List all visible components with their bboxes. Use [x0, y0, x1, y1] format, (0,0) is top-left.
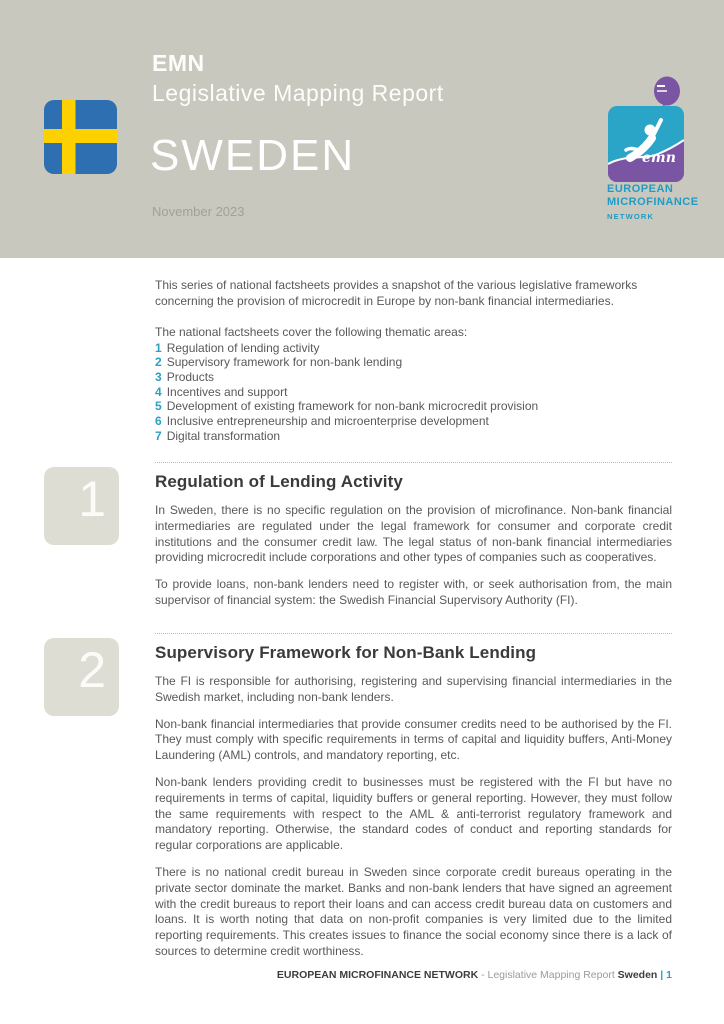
section-supervisory-framework — [0, 633, 724, 960]
emn-logo-icon — [600, 74, 700, 186]
logo-line-european: EUROPEAN — [607, 183, 674, 195]
section-number-box: 2 — [44, 638, 119, 716]
footer-page-number: 1 — [666, 969, 672, 981]
list-item — [155, 355, 672, 370]
footer-country: Sweden — [617, 969, 658, 981]
intro-paragraph: This series of national factsheets provides a snapshot of the various legislative frameworks concerning the provision of microcredit in Europe by non-bank financial intermediaries. — [155, 278, 638, 308]
header-report-title: Legislative Mapping Report — [152, 80, 444, 106]
list-item-number: 6 — [155, 414, 162, 429]
list-item — [155, 429, 672, 444]
list-item-number: 5 — [155, 399, 162, 414]
sweden-flag-icon — [44, 100, 117, 174]
section-paragraph: In Sweden, there is no specific regulation on the provision of microfinance. Non-bank financial intermediaries are regulated under the legal framework for consumer and corporate credit institutions and the consumer credit law. The legal status of non-bank financial intermediaries providing microcredit include corporations and other types of companies such as cooperatives. — [155, 503, 672, 565]
list-item-label: Digital transformation — [166, 428, 281, 443]
header-band — [0, 0, 724, 258]
list-item — [155, 370, 672, 385]
list-item-label: Development of existing framework for non-bank microcredit provision — [166, 399, 539, 414]
list-item-label: Regulation of lending activity — [166, 340, 320, 355]
list-item — [155, 414, 672, 429]
footer-divider: | — [660, 969, 664, 981]
section-number-box: 1 — [44, 467, 119, 545]
footer-org: EUROPEAN MICROFINANCE NETWORK — [276, 969, 479, 981]
list-item-label: Inclusive entrepreneurship and microenterprise development — [166, 414, 489, 429]
emn-script-label: emn — [642, 150, 676, 166]
list-item-number: 3 — [155, 369, 162, 384]
list-item-label: Incentives and support — [166, 384, 288, 399]
list-item-label: Supervisory framework for non-bank lending — [166, 355, 403, 370]
list-item-number: 2 — [155, 355, 162, 370]
thematic-areas-list — [155, 341, 672, 444]
section-paragraph: Non-bank financial intermediaries that provide consumer credits need to be authorised by the FI. They must comply with specific requirements in terms of capital and liquidity buffers, Anti-Money Laundering (AML) controls, and mandatory reporting, etc. — [155, 716, 672, 763]
intro-block — [155, 278, 672, 443]
list-item — [155, 385, 672, 400]
section-regulation-of-lending-activity — [0, 462, 724, 609]
list-item — [155, 341, 672, 356]
section-paragraph: Non-bank lenders providing credit to businesses must be registered with the FI but have no requirements in terms of capital, liquidity buffers or general reporting. However, they must follow the same requirements with respect to the AML & anti-terrorist regulatory framework and mandatory reporting. Otherwise, the standard codes of conduct and reporting standards for regular corporations are applicable. — [155, 774, 672, 853]
emn-logo-wordmark — [607, 183, 717, 222]
section-title: Supervisory Framework for Non-Bank Lending — [155, 643, 537, 662]
list-item-label: Products — [166, 369, 215, 384]
list-item-number: 7 — [155, 428, 162, 443]
page-footer — [277, 969, 672, 981]
section-content — [155, 633, 672, 960]
section-title: Regulation of Lending Activity — [155, 472, 403, 491]
footer-report: Legislative Mapping Report — [487, 969, 615, 981]
section-paragraph: The FI is responsible for authorising, registering and supervising financial intermediaries in the Swedish market, including non-bank lenders. — [155, 674, 672, 704]
thematic-areas-title: The national factsheets cover the following thematic areas: — [155, 325, 468, 339]
logo-line-network: NETWORK — [607, 212, 655, 221]
list-item — [155, 399, 672, 414]
section-paragraph: There is no national credit bureau in Sweden since corporate credit bureaus operating in the private sector dominate the market. Banks and non-bank lenders that have signed an agreement with the credit bureaus to report their loans and can access credit bureau data on customers and loans. It is worth noting that data on non-profit companies is very limited due to the limited reporting requirements. This creates issues to finance the social economy since there is a lack of sources to determine credit worthiness. — [155, 864, 672, 958]
header-org-abbr: EMN — [152, 50, 205, 76]
page-title-country: SWEDEN — [150, 131, 356, 180]
logo-line-microfinance: MICROFINANCE — [607, 196, 699, 208]
list-item-number: 4 — [155, 384, 162, 399]
report-date: November 2023 — [152, 204, 245, 219]
section-content — [155, 462, 672, 609]
list-item-number: 1 — [155, 340, 162, 355]
footer-separator: - — [481, 969, 485, 981]
section-paragraph: To provide loans, non-bank lenders need to register with, or seek authorisation from, the main supervisor of financial system: the Swedish Financial Supervisory Authority (FI). — [155, 577, 672, 607]
